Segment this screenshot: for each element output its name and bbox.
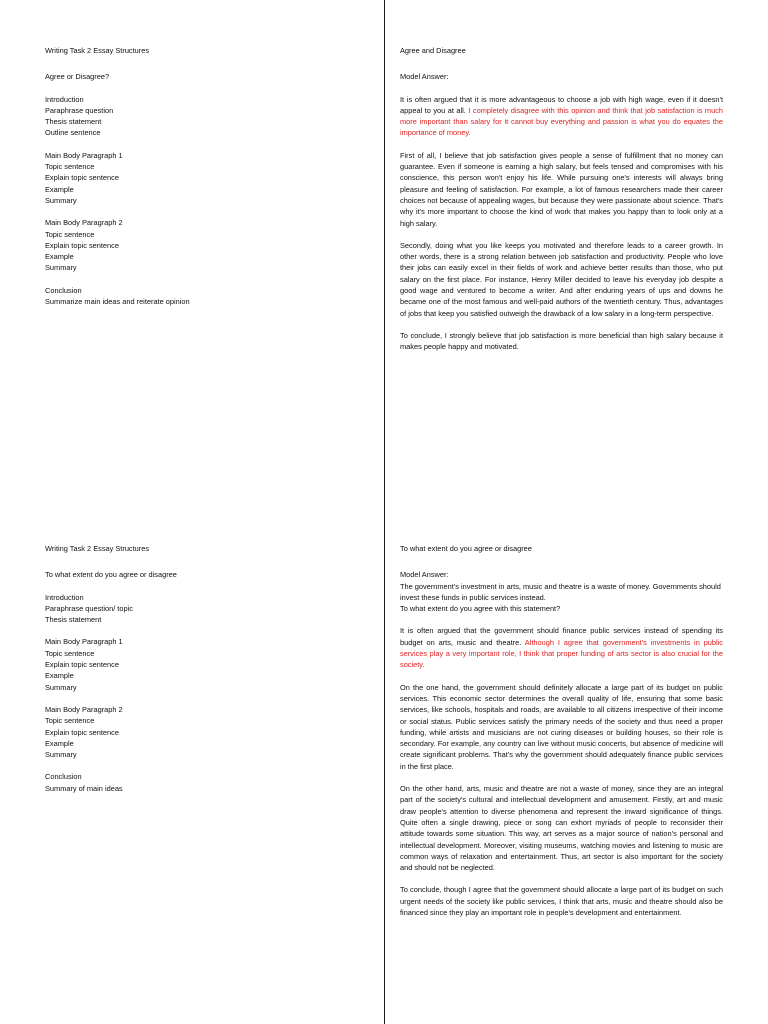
body-paragraph: First of all, I believe that job satisfaction gives people a sense of fulfillment that no money can guarantee. Even if someone is earning a high salary, but feels tensed and compromises with his conscience, this person won't enjoy his life. While pursuing one's interests will always bring pleasure and feeling of satisfaction. For example, a lot of famous researchers made their career choices not because of appealing wages, but because they were passionate about science. That's why it's more important to choose the kind of work that makes you happy than to look only at a high salary.: [400, 150, 723, 228]
page-title: Writing Task 2 Essay Structures: [45, 46, 150, 55]
section-item: Thesis statement: [45, 615, 102, 625]
section-introduction: [45, 592, 365, 626]
section-item: Summary: [45, 682, 77, 692]
page-top-left: [45, 45, 365, 318]
section-item: Explain topic sentence: [45, 660, 119, 670]
body-paragraph: On the one hand, the government should definitely allocate a large part of its budget on public services. This economic sector determines the overall quality of life, ensuring that some basic services, like schools, hospitals and roads, are available to all citizens irrespective of their income or social status. Public services satisfy the primary needs of the society and thus need a proper funding, while artists and musicians are not curing diseases or building houses, so their role is secondary. For example, any country can live without music concerts, but absence of medicine will create significant problems. That's why the government should adequately finance public services in the first place.: [400, 682, 723, 771]
page-title: Writing Task 2 Essay Structures: [45, 544, 150, 553]
section-body-1: [45, 636, 365, 692]
model-answer-label: Model Answer:: [400, 570, 449, 580]
section-conclusion: [45, 285, 365, 308]
section-item: Example: [45, 184, 74, 194]
section-item: Topic sentence: [45, 229, 95, 239]
section-conclusion: [45, 771, 365, 794]
section-item: Thesis statement: [45, 117, 102, 127]
section-heading: Main Body Paragraph 1: [45, 637, 123, 647]
conclusion-paragraph: To conclude, though I agree that the government should allocate a large part of its budget on such urgent needs of the society like public services, I think that arts, music and theatre should also be financed since they play an important role in people's development and entertainment.: [400, 885, 723, 918]
section-heading: Main Body Paragraph 2: [45, 704, 123, 714]
section-item: Example: [45, 671, 74, 681]
section-item: Summarize main ideas and reiterate opinion: [45, 297, 190, 307]
section-heading: Introduction: [45, 94, 84, 104]
section-item: Explain topic sentence: [45, 173, 119, 183]
section-item: Topic sentence: [45, 716, 95, 726]
section-item: Summary: [45, 263, 77, 273]
body-paragraph: On the other hand, arts, music and theatre are not a waste of money, since they are an integral part of the society's cultural and intellectual development and amusement. Firstly, art and music draw people's attention to diverse phenomena and represent the inward significance of things. Quite often a single drawing, piece or song can exhort myriads of people to reconsider their attitude towards some situation. This way, art serves as a major source of nation's personal and intellectual development. Moreover, visiting museums, watching movies and listening to music are common ways of relaxation and entertainment. Thus, art sector is also important for the society and should not be neglected.: [400, 784, 723, 873]
section-item: Explain topic sentence: [45, 240, 119, 250]
section-heading: Introduction: [45, 592, 84, 602]
intro-paragraph: [400, 94, 723, 139]
section-heading: Conclusion: [45, 285, 82, 295]
page-title: Agree and Disagree: [400, 46, 466, 55]
conclusion-paragraph: To conclude, I strongly believe that job satisfaction is more beneficial than high salary because it makes people happy and motivated.: [400, 330, 723, 352]
page-bottom-left: [45, 543, 365, 805]
page-bottom-right: [400, 543, 723, 929]
section-item: Explain topic sentence: [45, 727, 119, 737]
section-item: Topic sentence: [45, 162, 95, 172]
page-title: To what extent do you agree or disagree: [400, 544, 532, 553]
thesis-highlight: I completely disagree with this opinion and think that job satisfaction is much more important than salary for it cannot buy everything and passion is what you do equates the importance of money.: [400, 105, 723, 138]
section-item: Example: [45, 738, 74, 748]
section-heading: Conclusion: [45, 772, 82, 782]
section-body-2: [45, 217, 365, 273]
essay-question: The government's investment in arts, music and theatre is a waste of money. Governments should invest these funds in public services instead.: [400, 581, 721, 602]
page-divider: [384, 0, 385, 1024]
thesis-highlight: Although I agree that government's investments in public services play a very important role, I think that proper funding of arts sector is also crucial for the society.: [400, 637, 723, 670]
section-item: Summary of main ideas: [45, 783, 123, 793]
page-top-right: [400, 45, 723, 364]
model-answer-label: Model Answer:: [400, 72, 449, 82]
section-item: Paraphrase question: [45, 105, 114, 115]
essay-question-prompt: To what extent do you agree with this statement?: [400, 604, 561, 614]
section-heading: Main Body Paragraph 2: [45, 218, 123, 228]
essay-type: Agree or Disagree?: [45, 72, 110, 82]
body-paragraph: Secondly, doing what you like keeps you motivated and therefore leads to a career growth. In other words, there is a strong relation between job satisfaction and productivity. People who love their jobs can easily excel in their fields of work and achieve better results than those, who put salary on the first place. For instance, Henry Miller decided to leave his everyday job despite a good wage and ventured to become a writer. And after enduring years of ups and downs he became one of the most famous and well-paid authors of the twentieth century. Thus, advantages of jobs that keep you satisfied outweigh the drawback of a low salary in a long-term perspective.: [400, 240, 723, 318]
essay-type: To what extent do you agree or disagree: [45, 570, 177, 580]
section-item: Topic sentence: [45, 648, 95, 658]
section-item: Outline sentence: [45, 128, 101, 138]
section-heading: Main Body Paragraph 1: [45, 150, 123, 160]
section-introduction: [45, 94, 365, 139]
section-body-1: [45, 150, 365, 206]
intro-paragraph: [400, 625, 723, 670]
section-item: Summary: [45, 195, 77, 205]
intro-text: It is often argued that it is more advantageous to choose a job with high wage, even if it doesn't appeal to you at all.: [400, 94, 723, 115]
section-item: Summary: [45, 750, 77, 760]
section-item: Example: [45, 252, 74, 262]
section-item: Paraphrase question/ topic: [45, 603, 133, 613]
section-body-2: [45, 704, 365, 760]
intro-text: It is often argued that the government should finance public services instead of spending its budget on arts, music and theatre.: [400, 626, 723, 647]
